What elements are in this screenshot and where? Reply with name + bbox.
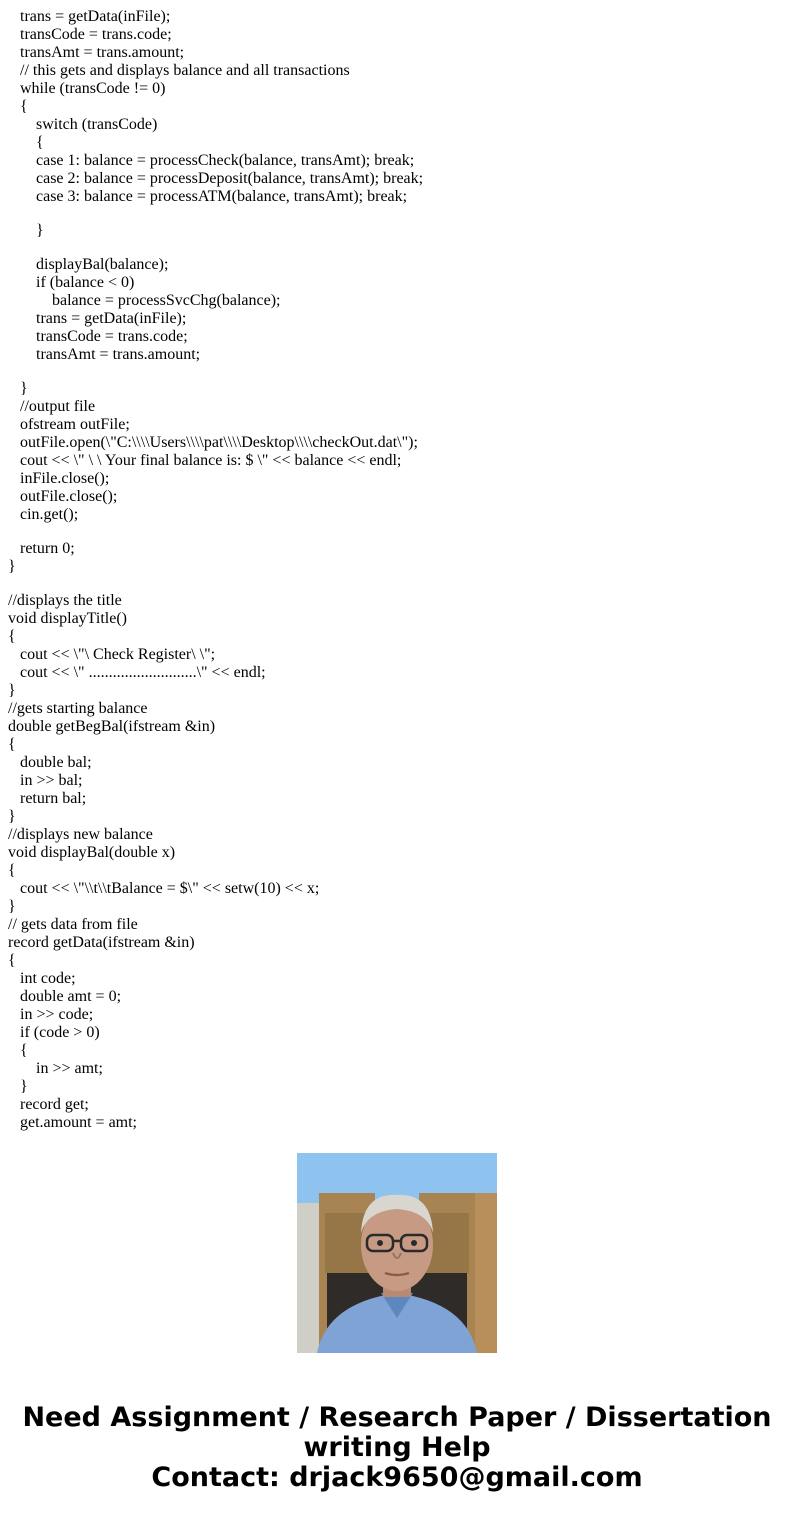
code-line: cin.get(); [8, 506, 79, 523]
code-line: { [8, 628, 16, 645]
code-line: } [8, 808, 16, 825]
code-line: // this gets and displays balance and all transactions [8, 62, 350, 79]
code-line: double bal; [8, 754, 92, 771]
code-line: int code; [8, 970, 76, 987]
code-line [8, 364, 788, 380]
code-line: displayBal(balance); [8, 256, 169, 273]
code-line: outFile.open(\"C:\\\\Users\\\\pat\\\\Desktop\\\\checkOut.dat\"); [8, 434, 418, 451]
code-line: } [8, 380, 28, 397]
code-line: case 3: balance = processATM(balance, transAmt); break; [8, 188, 408, 205]
code-line: //output file [8, 398, 96, 415]
code-line: //displays new balance [8, 826, 153, 843]
code-line: transCode = trans.code; [8, 328, 188, 345]
code-line: get.amount = amt; [8, 1114, 137, 1131]
code-line: //displays the title [8, 592, 122, 609]
code-line: while (transCode != 0) [8, 80, 166, 97]
code-line: transCode = trans.code; [8, 26, 172, 43]
code-line [8, 524, 788, 540]
code-line: cout << \"\ Check Register\ \"; [8, 646, 216, 663]
code-line: return 0; [8, 540, 75, 557]
code-line: transAmt = trans.amount; [8, 346, 201, 363]
code-line: in >> code; [8, 1006, 94, 1023]
code-line: in >> bal; [8, 772, 83, 789]
code-line: inFile.close(); [8, 470, 110, 487]
promo-line-2: writing Help [303, 1432, 491, 1463]
code-line: { [8, 952, 16, 969]
code-line: double getBegBal(ifstream &in) [8, 718, 216, 735]
promo-contact: Contact: drjack9650@gmail.com [151, 1462, 643, 1493]
code-line: balance = processSvcChg(balance); [8, 292, 281, 309]
code-line: switch (transCode) [8, 116, 158, 133]
presenter-photo [297, 1153, 497, 1353]
code-line: void displayBal(double x) [8, 844, 176, 861]
code-line: double amt = 0; [8, 988, 122, 1005]
code-line: outFile.close(); [8, 488, 118, 505]
code-line: //gets starting balance [8, 700, 148, 717]
code-line: } [8, 898, 16, 915]
code-line: in >> amt; [8, 1060, 103, 1077]
code-line: cout << \" ...........................\" << endl; [8, 664, 266, 681]
code-line: void displayTitle() [8, 610, 127, 627]
code-line: case 2: balance = processDeposit(balance, transAmt); break; [8, 170, 424, 187]
code-line: if (code > 0) [8, 1024, 100, 1041]
code-line [8, 206, 788, 222]
code-line: cout << \" \ \ Your final balance is: $ \" << balance << endl; [8, 452, 402, 469]
code-line: { [8, 134, 44, 151]
code-line: transAmt = trans.amount; [8, 44, 185, 61]
code-line: } [8, 682, 16, 699]
code-line [8, 240, 788, 256]
code-line: ofstream outFile; [8, 416, 130, 433]
promo-line-1: Need Assignment / Research Paper / Dissertation [22, 1402, 772, 1433]
code-line: trans = getData(inFile); [8, 310, 187, 327]
code-line: } [8, 558, 16, 575]
code-line [8, 576, 788, 592]
code-line: { [8, 736, 16, 753]
code-line: record getData(ifstream &in) [8, 934, 195, 951]
code-listing [8, 8, 788, 1131]
code-line: { [8, 1042, 28, 1059]
code-line: } [8, 222, 44, 239]
code-line: return bal; [8, 790, 87, 807]
code-line: // gets data from file [8, 916, 138, 933]
code-line: trans = getData(inFile); [8, 8, 171, 25]
promo-banner [0, 1403, 794, 1493]
code-line: { [8, 862, 16, 879]
code-line: case 1: balance = processCheck(balance, transAmt); break; [8, 152, 415, 169]
code-line: if (balance < 0) [8, 274, 135, 291]
code-line: } [8, 1078, 28, 1095]
code-line: cout << \"\\t\\tBalance = $\" << setw(10) << x; [8, 880, 320, 897]
presenter-avatar [297, 1153, 497, 1353]
code-line: record get; [8, 1096, 89, 1113]
code-line: { [8, 98, 28, 115]
